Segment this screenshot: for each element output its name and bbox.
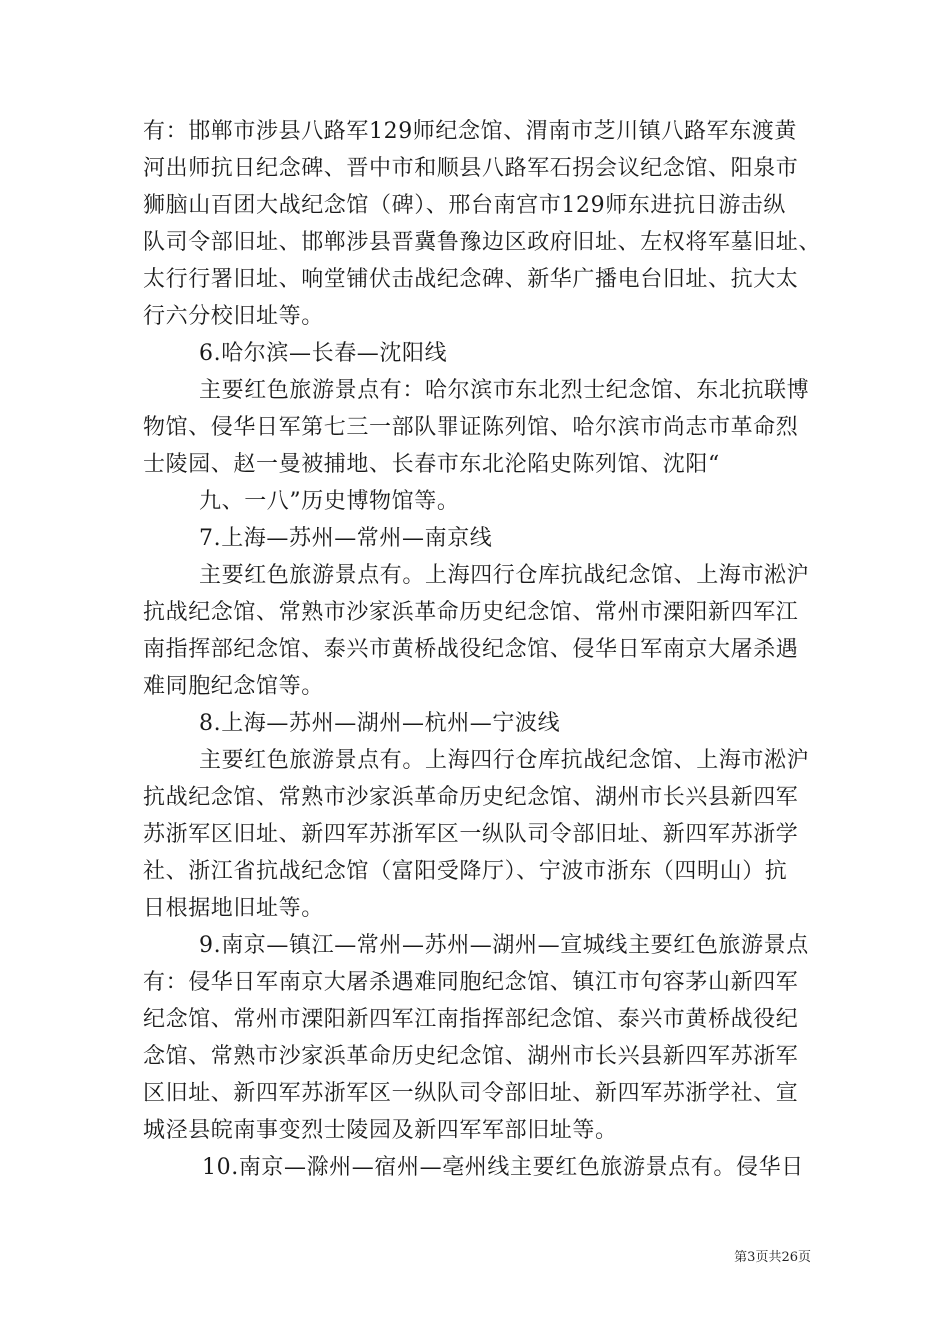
section-heading: 9.南京—镇江—常州—苏州—湖州—宣城线主要红色旅游景点 (199, 933, 809, 958)
page-number: 第3页共26页 (734, 1250, 811, 1265)
text-line: 难同胞纪念馆等。 (143, 674, 324, 699)
text-line: 主要红色旅游景点有。上海四行仓库抗战纪念馆、上海市淞沪 (199, 748, 810, 773)
text-line: 区旧址、新四军苏浙军区一纵队司令部旧址、新四军苏浙学社、宣 (143, 1081, 799, 1106)
text-line: 河出师抗日纪念碑、晋中市和顺县八路军石拐会议纪念馆、阳泉市 (143, 156, 799, 181)
section-heading: 8.上海—苏州—湖州—杭州—宁波线 (199, 711, 561, 736)
section-heading: 6.哈尔滨—长春—沈阳线 (199, 341, 448, 366)
text-line: 念馆、常熟市沙家浜革命历史纪念馆、湖州市长兴县新四军苏浙军 (143, 1044, 799, 1069)
text-line: 社、浙江省抗战纪念馆（富阳受降厅）、宁波市浙东（四明山）抗 (143, 859, 788, 884)
text-line: 纪念馆、常州市溧阳新四军江南指挥部纪念馆、泰兴市黄桥战役纪 (143, 1007, 799, 1032)
text-line: 行六分校旧址等。 (143, 304, 324, 329)
text-line: 太行行署旧址、响堂铺伏击战纪念碑、新华广播电台旧址、抗大太 (143, 267, 799, 292)
text-line: 士陵园、赵一曼被捕地、长春市东北沦陷史陈列馆、沈阳“ (143, 452, 720, 477)
text-line: 抗战纪念馆、常熟市沙家浜革命历史纪念馆、常州市溧阳新四军江 (143, 600, 799, 625)
section-heading: 7.上海—苏州—常州—南京线 (199, 526, 493, 551)
text-line: 物馆、侵华日军第七三一部队罪证陈列馆、哈尔滨市尚志市革命烈 (143, 415, 799, 440)
text-line: 日根据地旧址等。 (143, 896, 324, 921)
text-line: 城泾县皖南事变烈士陵园及新四军军部旧址等。 (143, 1118, 618, 1143)
text-line: 南指挥部纪念馆、泰兴市黄桥战役纪念馆、侵华日军南京大屠杀遇 (143, 637, 799, 662)
text-line: 九、一八”历史博物馆等。 (199, 489, 460, 514)
text-line: 抗战纪念馆、常熟市沙家浜革命历史纪念馆、湖州市长兴县新四军 (143, 785, 799, 810)
text-line: 苏浙军区旧址、新四军苏浙军区一纵队司令部旧址、新四军苏浙学 (143, 822, 799, 847)
section-heading: 10.南京—滁州—宿州—亳州线主要红色旅游景点有。侵华日 (202, 1155, 804, 1180)
text-line: 队司令部旧址、邯郸涉县晋冀鲁豫边区政府旧址、左权将军墓旧址、 (143, 230, 822, 255)
text-line: 有：侵华日军南京大屠杀遇难同胞纪念馆、镇江市句容茅山新四军 (143, 970, 799, 995)
text-line: 主要红色旅游景点有：哈尔滨市东北烈士纪念馆、东北抗联博 (199, 378, 810, 403)
text-line: 狮脑山百团大战纪念馆（碑）、邢台南宫市129师东进抗日游击纵 (143, 193, 786, 218)
text-line: 有：邯郸市涉县八路军129师纪念馆、渭南市芝川镇八路军东渡黄 (143, 119, 797, 144)
text-line: 主要红色旅游景点有。上海四行仓库抗战纪念馆、上海市淞沪 (199, 563, 810, 588)
